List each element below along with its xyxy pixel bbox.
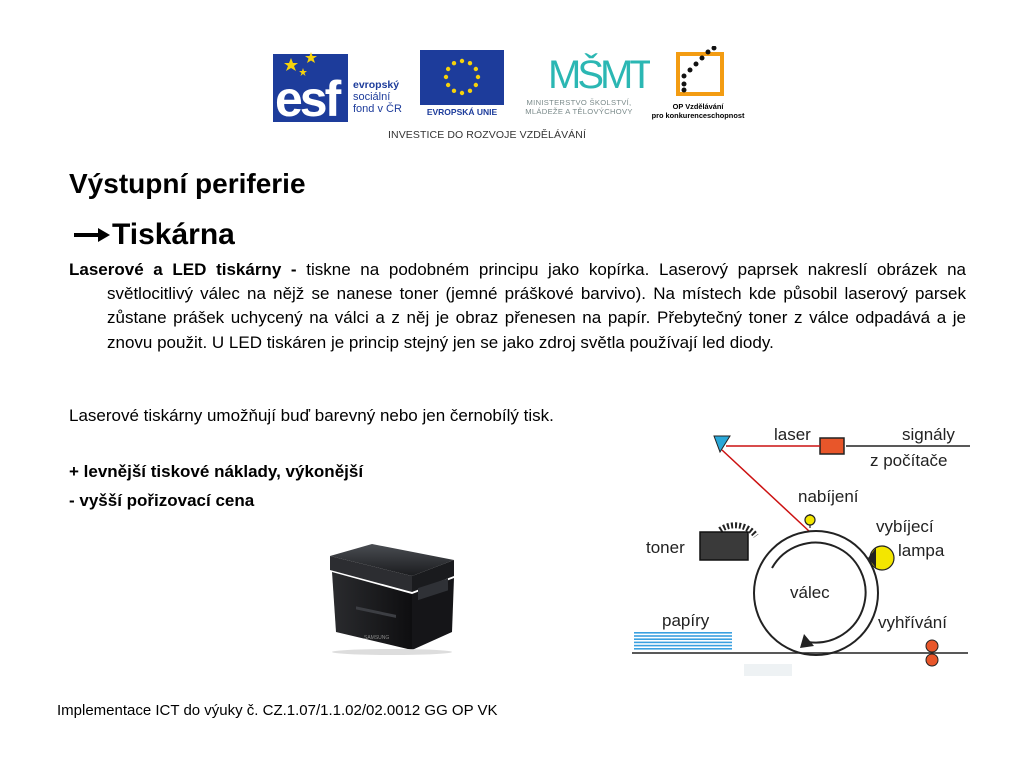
paragraph-body: tiskne na podobném principu jako kopírka. Laserový paprsek nakreslí obrázek na světlocitlivý válec na nějž se nanese toner (jemné práškové barvivo). Na místech kde působil laserový parsek zůstane prášek uchycený na válci a z něj je obraz přenesen na papír. Přebytečný toner z válce odpadává a je znovu použit. U LED tiskáren je princip stejný jen se jako zdroj světla používají led diody.: [107, 260, 966, 352]
label-signals: signály: [902, 425, 955, 444]
esf-mark: esf: [275, 71, 339, 124]
label-heating: vyhřívání: [878, 613, 947, 632]
advantages-item: [69, 462, 363, 482]
msmt-mark: MŠMT: [548, 53, 650, 97]
msmt-label: [508, 98, 650, 116]
disadvantages-item: [69, 491, 254, 511]
laser-emitter-box: [820, 438, 844, 454]
laser-printing-diagram: [632, 418, 972, 678]
esf-logo: [273, 46, 413, 124]
label-toner: toner: [646, 538, 685, 557]
slide-subtitle: [74, 218, 235, 252]
disadvantages-text: vyšší pořizovací cena: [74, 491, 255, 510]
label-discharge-1: vybíjecí: [876, 517, 934, 536]
label-drum: válec: [790, 583, 830, 602]
toner-cartridge: [700, 532, 748, 560]
label-discharge-2: lampa: [898, 541, 945, 560]
paper-stack: [634, 632, 732, 650]
label-paper: papíry: [662, 611, 710, 630]
esf-line-2: sociální: [353, 91, 391, 103]
esf-line-3: fond v ČR: [353, 103, 402, 115]
label-from-computer: z počítače: [870, 451, 948, 470]
output-tray: [744, 664, 792, 676]
label-charging: nabíjení: [798, 487, 859, 506]
laser-beam-to-drum: [722, 450, 810, 532]
eu-label: EVROPSKÁ UNIE: [426, 107, 498, 117]
op-label: [648, 102, 748, 120]
slide-title: Výstupní periferie: [69, 168, 306, 199]
printer-brand: SAMSUNG: [364, 635, 390, 641]
arrow-right-icon: [74, 226, 110, 244]
plus-sign: +: [69, 462, 79, 481]
investice-tagline: INVESTICE DO ROZVOJE VZDĚLÁVÁNÍ: [388, 129, 586, 141]
op-line-2: pro konkurenceschopnost: [651, 111, 745, 120]
laser-printer-photo: [326, 542, 460, 656]
esf-line-1: evropský: [353, 79, 400, 91]
fuser-roller-bottom: [926, 654, 938, 666]
msmt-line-2: MLÁDEŽE A TĚLOVÝCHOVY: [525, 107, 633, 116]
color-print-note: Laserové tiskárny umožňují buď barevný nebo jen černobílý tisk.: [69, 406, 554, 425]
fuser-roller-top: [926, 640, 938, 652]
label-laser: laser: [774, 425, 811, 444]
charge-roller: [805, 515, 815, 525]
mirror-prism: [714, 436, 730, 452]
laser-description-paragraph: [69, 258, 966, 355]
minus-sign: -: [69, 491, 75, 510]
paragraph-lead: Laserové a LED tiskárny -: [69, 260, 297, 279]
footer-project-code: Implementace ICT do výuky č. CZ.1.07/1.1.02/02.0012 GG OP VK: [57, 702, 498, 719]
op-line-1: OP Vzdělávání: [672, 102, 724, 111]
advantages-text: levnější tiskové náklady, výkonější: [78, 462, 364, 481]
subtitle-text: Tiskárna: [112, 218, 235, 251]
msmt-line-1: MINISTERSTVO ŠKOLSTVÍ,: [526, 98, 632, 107]
